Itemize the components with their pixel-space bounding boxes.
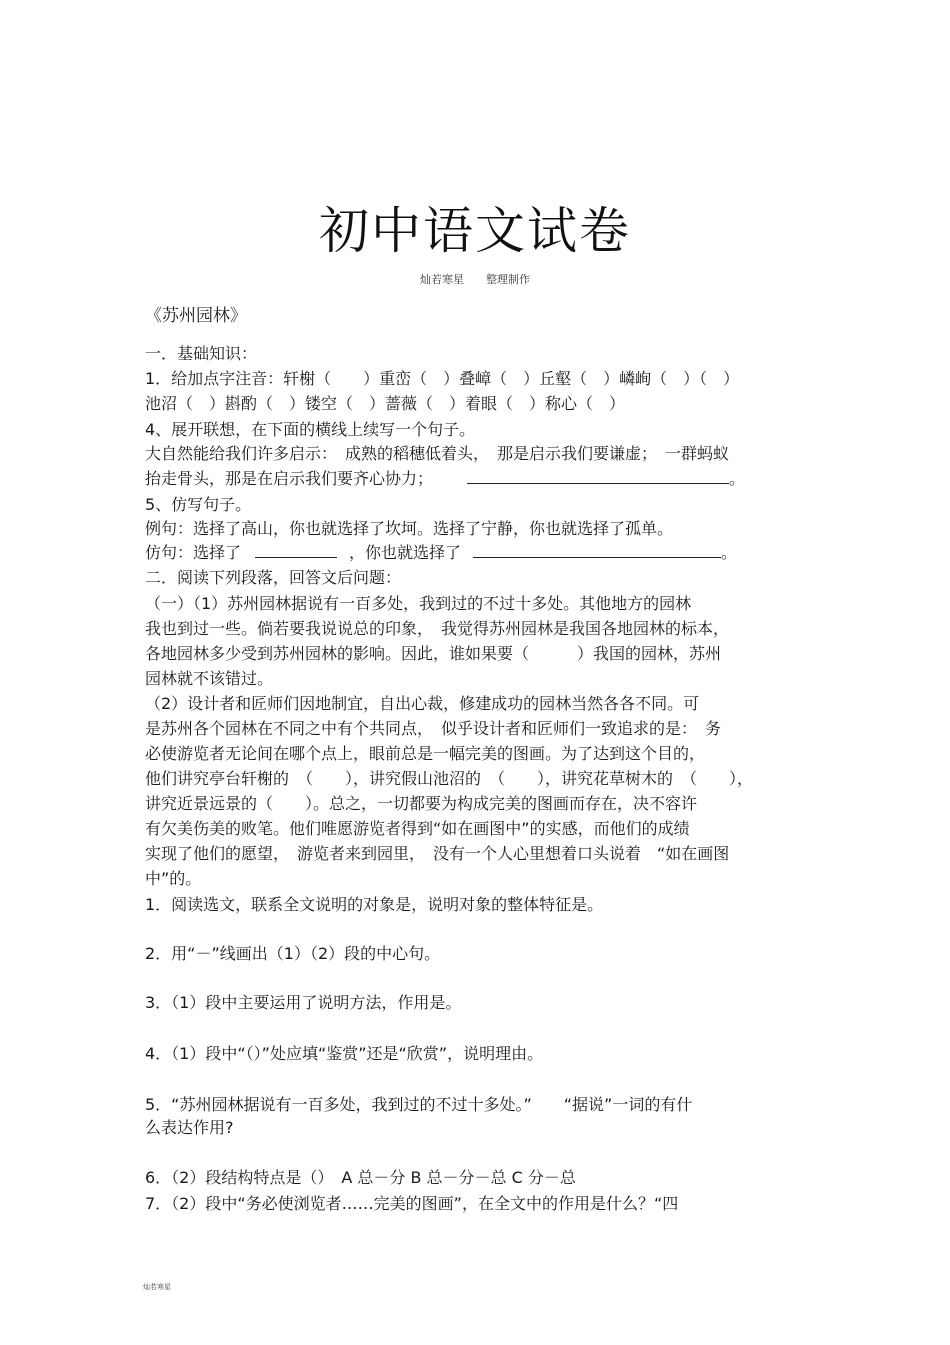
question-5-imitate	[145, 542, 737, 564]
question-4-heading: 4、展开联想，在下面的横线上续写一个句子。	[145, 420, 476, 439]
section-heading-basics: 一．基础知识：	[145, 344, 258, 363]
lesson-title: 《苏州园林》	[145, 306, 247, 326]
reading-question-3: 3．（1）段中主要运用了说明方法，作用是。	[145, 993, 462, 1012]
answer-blank	[473, 542, 721, 558]
period: 。	[721, 543, 738, 562]
question-4-line-2	[145, 468, 745, 490]
reading-question-1: 1．阅读选文，联系全文说明的对象是，说明对象的整体特征是。	[145, 895, 604, 914]
reading-question-2: 2．用“－”线画出（1）（2）段的中心句。	[145, 944, 441, 963]
passage-1-line: 我也到过一些。倘若要我说说总的印象， 我觉得苏州园林是我国各地园林的标本，	[145, 619, 730, 638]
passage-2-line: 有欠美伤美的败笔。他们唯愿游览者得到“如在画图中”的实感，而他们的成绩	[145, 819, 690, 838]
question-5-heading: 5、仿写句子。	[145, 495, 252, 514]
imitate-text-a: 仿句：选择了	[145, 543, 242, 562]
passage-2-line: 实现了他们的愿望， 游览者来到园里， 没有一个人心里想着口头说着 “如在画图	[145, 844, 730, 863]
question-4-line-1: 大自然能给我们许多启示： 成熟的稻穗低着头， 那是启示我们要谦虚； 一群蚂蚁	[145, 444, 730, 463]
passage-2-line: 中”的。	[145, 869, 202, 888]
passage-1-line: （一）（1）苏州园林据说有一百多处，我到过的不过十多处。其他地方的园林	[145, 594, 692, 613]
passage-2-line: 他们讲究亭台轩榭的 （ ），讲究假山池沼的 （ ），讲究花草树木的 （ ），	[145, 769, 754, 788]
document-subtitle: 灿若寒星 整理制作	[420, 273, 530, 286]
question-1-line-1: 1．给加点字注音：轩榭（ ）重峦（ ）叠嶂（ ）丘壑（ ）嶙峋（ ）（ ）	[145, 369, 740, 388]
answer-blank	[467, 468, 729, 484]
reading-question-6: 6．（2）段结构特点是（） A 总－分 B 总－分－总 C 分－总	[145, 1168, 576, 1187]
question-1-line-2: 池沼（ ）斟酌（ ）镂空（ ）蔷薇（ ）着眼（ ）称心（ ）	[145, 394, 626, 413]
question-5-example: 例句：选择了高山，你也就选择了坎坷。选择了宁静，你也就选择了孤单。	[145, 519, 674, 538]
section-heading-reading: 二．阅读下列段落，回答文后问题：	[145, 568, 402, 587]
passage-2-line: （2）设计者和匠师们因地制宜，自出心裁，修建成功的园林当然各各不同。可	[145, 694, 700, 713]
passage-1-line: 园林就不该错过。	[145, 669, 274, 688]
reading-question-5-line-2: 么表达作用?	[145, 1118, 234, 1137]
passage-2-line: 是苏州各个园林在不同之中有个共同点， 似乎设计者和匠师们一致追求的是： 务	[145, 719, 722, 738]
document-title: 初中语文试卷	[319, 202, 631, 260]
passage-1-line: 各地园林多少受到苏州园林的影响。因此，谁如果要（ ）我国的园林，苏州	[145, 644, 722, 663]
answer-blank	[255, 542, 337, 558]
passage-2-line: 必使游览者无论间在哪个点上，眼前总是一幅完美的图画。为了达到这个目的，	[145, 744, 706, 763]
period: 。	[729, 469, 746, 488]
reading-question-5-line-1: 5．“苏州园林据说有一百多处，我到过的不过十多处。” “据说”一词的有什	[145, 1095, 693, 1114]
passage-2-line: 讲究近景远景的（ ）。总之，一切都要为构成完美的图画而存在，决不容许	[145, 794, 698, 813]
imitate-text-b: ，你也就选择了	[349, 543, 462, 562]
reading-question-4: 4．（1）段中“（）”处应填“鉴赏”还是“欣赏”，说明理由。	[145, 1044, 544, 1063]
reading-question-7: 7．（2）段中“务必使浏览者……完美的图画”，在全文中的作用是什么？“四	[145, 1194, 679, 1213]
page-footer: 灿若寒星	[143, 1283, 171, 1291]
question-4-text: 抬走骨头，那是在启示我们要齐心协力；	[145, 469, 434, 488]
